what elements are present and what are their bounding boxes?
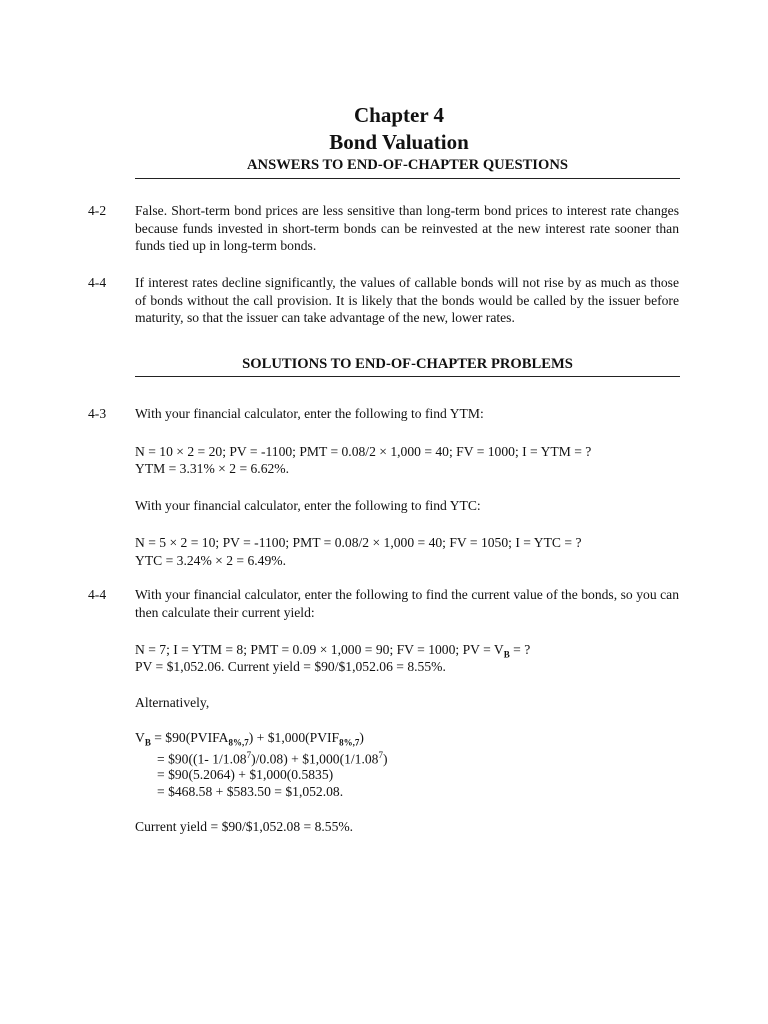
eq1-sub-2: 8%,7 — [339, 737, 360, 748]
eq1-v: V — [135, 730, 145, 745]
problem-intro: With your financial calculator, enter the following to find the current value of the bonds, so you can then calculate their current yield: — [135, 587, 679, 620]
problem-number: 4-4 — [88, 587, 107, 602]
question-number: 4-2 — [88, 203, 107, 218]
equation-line-3: = $90(5.2064) + $1,000(0.5835) — [157, 767, 334, 782]
solutions-rule — [135, 376, 680, 377]
ytc-intro: With your financial calculator, enter the following to find YTC: — [135, 498, 481, 513]
ytc-result: YTC = 3.24% × 2 = 6.49%. — [135, 553, 286, 568]
chapter-number: Chapter 4 — [353, 103, 445, 127]
question-number: 4-4 — [88, 275, 107, 290]
bond-subscript: B — [503, 649, 510, 660]
ytc-inputs: N = 5 × 2 = 10; PV = -1100; PMT = 0.08/2 × 1,000 = 40; FV = 1050; I = YTC = ? — [135, 535, 582, 550]
eq1-pvifa: = $90(PVIFA — [150, 730, 229, 745]
chapter-title: Bond Valuation — [329, 130, 469, 154]
solutions-heading: SOLUTIONS TO END-OF-CHAPTER PROBLEMS — [242, 356, 573, 372]
title-block — [0, 103, 768, 155]
question-answer: False. Short-term bond prices are less sensitive than long-term bond prices to interest rate changes because funds invested in short-term bonds can be reinvested at the new interest rate sooner than funds tied up in long-term bonds. — [135, 203, 679, 253]
bond-inputs-text: N = 7; I = YTM = 8; PMT = 0.09 × 1,000 = 90; FV = 1000; PV = V — [135, 642, 504, 657]
eq2-c: ) — [382, 751, 388, 767]
ytm-intro: With your financial calculator, enter the following to find YTM: — [135, 406, 484, 421]
eq1-sub-b: B — [144, 737, 151, 748]
eq2-sup-2: 7 — [378, 750, 383, 760]
eq1-end: ) — [359, 730, 364, 745]
ytm-result: YTM = 3.31% × 2 = 6.62%. — [135, 461, 290, 476]
equation-line-4: = $468.58 + $583.50 = $1,052.08. — [157, 784, 344, 799]
problem-number: 4-3 — [88, 406, 107, 421]
eq2-b: )/0.08) + $1,000(1/1.08 — [251, 751, 379, 767]
eq1-pvif: ) + $1,000(PVIF — [248, 730, 340, 745]
pv-result: PV = $1,052.06. Current yield = $90/$1,052.06 = 8.55%. — [135, 659, 446, 674]
equation-line-2 — [157, 747, 388, 768]
answers-heading: ANSWERS TO END-OF-CHAPTER QUESTIONS — [247, 157, 568, 173]
ytm-inputs: N = 10 × 2 = 20; PV = -1100; PMT = 0.08/2 × 1,000 = 40; FV = 1000; I = YTM = ? — [135, 444, 592, 459]
eq2-a: = $90((1- 1/1.08 — [157, 751, 247, 767]
question-answer: If interest rates decline significantly, the values of callable bonds will not rise by as much as those of bonds without the call provision. It is likely that the bonds would be called by the issuer before maturity, so that the issuer can take advantage of the new, lower rates. — [135, 275, 679, 325]
eq1-sub-1: 8%,7 — [228, 737, 249, 748]
alternatively-label: Alternatively, — [135, 695, 210, 710]
current-yield-result: Current yield = $90/$1,052.08 = 8.55%. — [135, 819, 354, 834]
answers-rule — [135, 178, 680, 179]
eq2-sup-1: 7 — [246, 750, 252, 760]
bond-inputs-end: = ? — [509, 642, 531, 657]
